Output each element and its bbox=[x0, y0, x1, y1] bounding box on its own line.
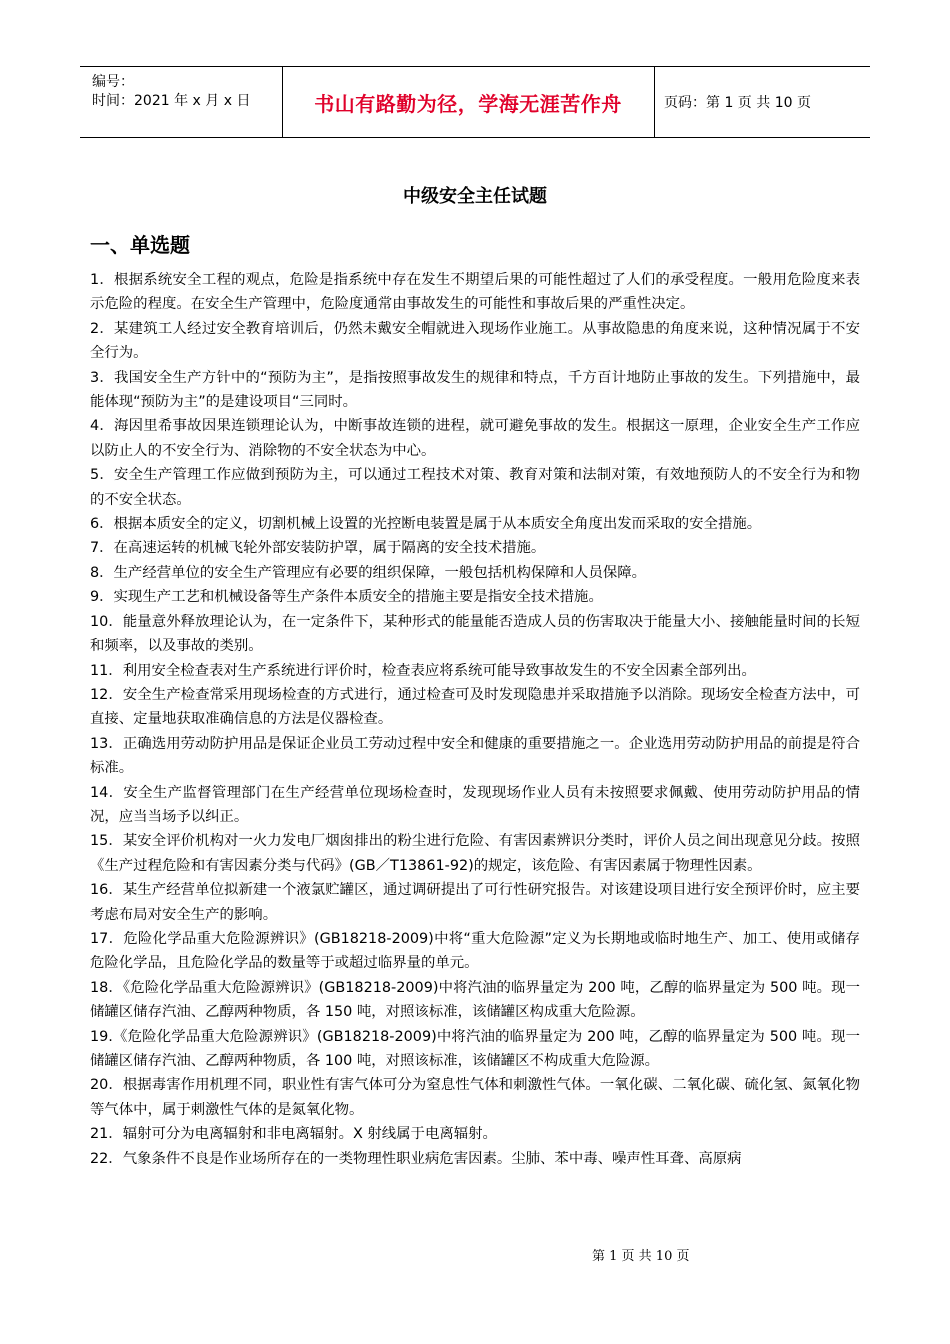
question-item: 8．生产经营单位的安全生产管理应有必要的组织保障，一般包括机构保障和人员保障。 bbox=[90, 564, 647, 581]
question-item: 21．辐射可分为电离辐射和非电离辐射。X 射线属于电离辐射。 bbox=[90, 1126, 497, 1143]
question-list bbox=[90, 268, 860, 1171]
question-item: 3．我国安全生产方针中的“预防为主”，是指按照事故发生的规律和特点，千方百计地防止事故的发生。下列措施中，最能体现“预防为主”的是建设项目“三同时。 bbox=[90, 369, 860, 411]
question-item: 1．根据系统安全工程的观点，危险是指系统中存在发生不期望后果的可能性超过了人们的承受程度。一般用危险度来表示危险的程度。在安全生产管理中，危险度通常由事故发生的可能性和事故后果的严重性决定。 bbox=[90, 272, 860, 313]
question-item: 19.《危险化学品重大危险源辨识》(GB18218-2009)中将汽油的临界量定为 200 吨，乙醇的临界量定为 500 吨。现一储罐区储存汽油、乙醇两种物质，各 100 吨，对照该标准，该储罐区不构成重大危险源。 bbox=[90, 1028, 860, 1069]
question-item: 5．安全生产管理工作应做到预防为主，可以通过工程技术对策、教育对策和法制对策，有效地预防人的不安全行为和物的不安全状态。 bbox=[90, 467, 860, 508]
header-page-info: 页码：第 1 页 共 10 页 bbox=[664, 95, 811, 111]
question-item: 14．安全生产监督管理部门在生产经营单位现场检查时，发现现场作业人员有未按照要求佩戴、使用劳动防护用品的情况，应当当场予以纠正。 bbox=[90, 784, 860, 825]
question-item: 4．海因里希事故因果连锁理论认为，中断事故连锁的进程，就可避免事故的发生。根据这一原理，企业安全生产工作应以防止人的不安全行为、消除物的不安全状态为中心。 bbox=[90, 418, 860, 459]
question-item: 18．《危险化学品重大危险源辨识》(GB18218-2009)中将汽油的临界量定为 200 吨，乙醇的临界量定为 500 吨。现一储罐区储存汽油、乙醇两种物质，各 150 吨，对照该标准，该储罐区构成重大危险源。 bbox=[90, 979, 860, 1021]
header-meta bbox=[92, 73, 282, 111]
page-footer: 第 1 页 共 10 页 bbox=[592, 1249, 690, 1264]
question-item: 6．根据本质安全的定义，切割机械上设置的光控断电装置是属于从本质安全角度出发而采取的安全措施。 bbox=[90, 516, 762, 533]
question-item: 15．某安全评价机构对一火力发电厂烟囱排出的粉尘进行危险、有害因素辨识分类时，评价人员之间出现意见分歧。按照《生产过程危险和有害因素分类与代码》(GB／T13861-92)的规定，该危险、有害因素属于物理性因素。 bbox=[90, 833, 860, 874]
question-item: 16．某生产经营单位拟新建一个液氯贮罐区，通过调研提出了可行性研究报告。对该建设项目进行安全预评价时，应主要考虑布局对安全生产的影响。 bbox=[90, 882, 860, 923]
question-item: 17．危险化学品重大危险源辨识》(GB18218-2009)中将“重大危险源”定义为长期地或临时地生产、加工、使用或储存危险化学品，且危险化学品的数量等于或超过临界量的单元。 bbox=[90, 930, 860, 972]
page-header bbox=[80, 66, 870, 138]
question-item: 20．根据毒害作用机理不同，职业性有害气体可分为窒息性气体和刺激性气体。一氧化碳、二氧化碳、硫化氢、氮氧化物等气体中，属于刺激性气体的是氮氧化物。 bbox=[90, 1077, 860, 1118]
question-item: 22．气象条件不良是作业场所存在的一类物理性职业病危害因素。尘肺、苯中毒、噪声性耳聋、高原病 bbox=[90, 1150, 742, 1167]
header-motto: 书山有路勤为径，学海无涯苦作舟 bbox=[314, 91, 622, 116]
header-time-label: 时间：2021 年 x 月 x 日 bbox=[92, 93, 251, 109]
header-divider-right bbox=[654, 67, 655, 137]
question-item: 12．安全生产检查常采用现场检查的方式进行，通过检查可及时发现隐患并采取措施予以消除。现场安全检查方法中，可直接、定量地获取准确信息的方法是仪器检查。 bbox=[90, 686, 860, 728]
question-item: 13．正确选用劳动防护用品是保证企业员工劳动过程中安全和健康的重要措施之一。企业选用劳动防护用品的前提是符合标准。 bbox=[90, 735, 860, 777]
header-number-label: 编号： bbox=[92, 74, 134, 90]
question-item: 10．能量意外释放理论认为，在一定条件下，某种形式的能量能否造成人员的伤害取决于能量大小、接触能量时间的长短和频率，以及事故的类别。 bbox=[90, 613, 860, 655]
question-item: 11．利用安全检查表对生产系统进行评价时，检查表应将系统可能导致事故发生的不安全因素全部列出。 bbox=[90, 662, 756, 679]
question-item: 7．在高速运转的机械飞轮外部安装防护罩，属于隔离的安全技术措施。 bbox=[90, 540, 546, 557]
question-item: 2．某建筑工人经过安全教育培训后，仍然未戴安全帽就进入现场作业施工。从事故隐患的角度来说，这种情况属于不安全行为。 bbox=[90, 320, 860, 362]
document-title: 中级安全主任试题 bbox=[403, 186, 547, 207]
section-heading: 一、单选题 bbox=[90, 233, 190, 257]
question-item: 9．实现生产工艺和机械设备等生产条件本质安全的措施主要是指安全技术措施。 bbox=[90, 589, 603, 606]
